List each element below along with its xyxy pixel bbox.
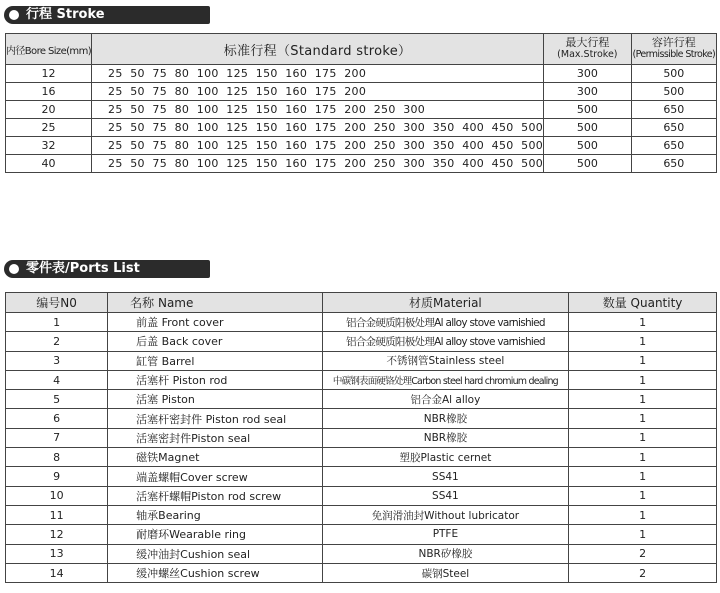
parts-row	[6, 409, 717, 428]
standard-strokes-cell: 25 50 75 80 100 125 150 160 175 200 250 300 350 400 450 500	[92, 137, 544, 155]
material-cell: 碳钢Steel	[322, 563, 568, 582]
part-name-cell: 活塞密封件Piston seal	[108, 428, 323, 447]
material-cell: 免润滑油封Without lubricator	[322, 505, 568, 524]
material-cell: 塑胶Plastic cernet	[322, 448, 568, 467]
part-number-header: 编号N0	[6, 293, 108, 313]
part-number-cell: 5	[6, 390, 108, 409]
max-stroke-cell: 300	[544, 83, 632, 101]
parts-row	[6, 467, 717, 486]
stroke-row	[6, 155, 717, 173]
parts-row	[6, 332, 717, 351]
part-number-cell: 13	[6, 544, 108, 563]
stroke-row	[6, 65, 717, 83]
part-name-header: 名称 Name	[108, 293, 323, 313]
quantity-cell: 1	[569, 390, 717, 409]
standard-strokes-cell: 25 50 75 80 100 125 150 160 175 200	[92, 83, 544, 101]
part-name-cell: 前盖 Front cover	[108, 313, 323, 332]
part-number-cell: 7	[6, 428, 108, 447]
parts-section-header	[4, 260, 210, 278]
max-stroke-header-en: (Max.Stroke)	[557, 49, 618, 60]
standard-strokes-cell: 25 50 75 80 100 125 150 160 175 200 250 300	[92, 101, 544, 119]
parts-row	[6, 544, 717, 563]
stroke-header-row	[6, 34, 717, 65]
parts-row	[6, 428, 717, 447]
stroke-table	[5, 33, 717, 173]
standard-strokes-cell: 25 50 75 80 100 125 150 160 175 200 250 300 350 400 450 500	[92, 119, 544, 137]
max-stroke-cell: 500	[544, 101, 632, 119]
part-name-cell: 缓冲油封Cushion seal	[108, 544, 323, 563]
quantity-cell: 1	[569, 505, 717, 524]
material-cell: 不锈钢管Stainless steel	[322, 351, 568, 370]
quantity-cell: 1	[569, 486, 717, 505]
part-number-cell: 6	[6, 409, 108, 428]
parts-header-row	[6, 293, 717, 313]
bore-cell: 25	[6, 119, 92, 137]
permissible-stroke-header-en: (Permissible Stroke)	[632, 49, 716, 60]
parts-row	[6, 351, 717, 370]
quantity-header: 数量 Quantity	[569, 293, 717, 313]
stroke-row	[6, 83, 717, 101]
parts-row	[6, 525, 717, 544]
permissible-stroke-cell: 650	[631, 137, 716, 155]
part-name-cell: 活塞 Piston	[108, 390, 323, 409]
bullet-icon	[9, 264, 19, 274]
material-cell: 铝合金硬质阳极处理Al alloy stove varnishied	[322, 332, 568, 351]
max-stroke-cell: 500	[544, 137, 632, 155]
quantity-cell: 2	[569, 563, 717, 582]
parts-row	[6, 563, 717, 582]
material-header: 材质Material	[322, 293, 568, 313]
permissible-stroke-cell: 650	[631, 119, 716, 137]
parts-row	[6, 313, 717, 332]
stroke-row	[6, 101, 717, 119]
part-number-cell: 12	[6, 525, 108, 544]
part-name-cell: 活塞杆密封件 Piston rod seal	[108, 409, 323, 428]
material-cell: SS41	[322, 467, 568, 486]
permissible-stroke-cell: 650	[631, 101, 716, 119]
quantity-cell: 1	[569, 525, 717, 544]
quantity-cell: 1	[569, 332, 717, 351]
part-name-cell: 耐磨环Wearable ring	[108, 525, 323, 544]
part-number-cell: 10	[6, 486, 108, 505]
parts-row	[6, 486, 717, 505]
parts-table	[5, 292, 717, 583]
standard-strokes-cell: 25 50 75 80 100 125 150 160 175 200	[92, 65, 544, 83]
bore-cell: 12	[6, 65, 92, 83]
material-cell: 中碳钢表面硬铬处理Carbon steel hard chromium dealing	[322, 370, 568, 389]
part-name-cell: 活塞杆 Piston rod	[108, 370, 323, 389]
quantity-cell: 1	[569, 351, 717, 370]
max-stroke-header	[544, 34, 632, 65]
material-cell: NBR矽橡胶	[322, 544, 568, 563]
permissible-stroke-cell: 500	[631, 65, 716, 83]
parts-row	[6, 370, 717, 389]
bore-cell: 40	[6, 155, 92, 173]
stroke-row	[6, 119, 717, 137]
bore-size-header: 内径Bore Size(mm)	[6, 34, 92, 65]
bore-cell: 20	[6, 101, 92, 119]
part-name-cell: 端盖螺帽Cover screw	[108, 467, 323, 486]
part-name-cell: 缓冲螺丝Cushion screw	[108, 563, 323, 582]
max-stroke-cell: 500	[544, 119, 632, 137]
max-stroke-cell: 300	[544, 65, 632, 83]
material-cell: 铝合金Al alloy	[322, 390, 568, 409]
quantity-cell: 2	[569, 544, 717, 563]
permissible-stroke-header	[631, 34, 716, 65]
material-cell: PTFE	[322, 525, 568, 544]
parts-row	[6, 448, 717, 467]
stroke-row	[6, 137, 717, 155]
part-number-cell: 9	[6, 467, 108, 486]
bore-cell: 32	[6, 137, 92, 155]
quantity-cell: 1	[569, 467, 717, 486]
permissible-stroke-header-cn: 容许行程	[651, 36, 696, 49]
material-cell: NBR橡胶	[322, 428, 568, 447]
stroke-section-header	[4, 6, 210, 24]
part-name-cell: 缸管 Barrel	[108, 351, 323, 370]
part-number-cell: 8	[6, 448, 108, 467]
permissible-stroke-cell: 650	[631, 155, 716, 173]
quantity-cell: 1	[569, 448, 717, 467]
part-name-cell: 轴承Bearing	[108, 505, 323, 524]
material-cell: 铝合金硬质阳极处理Al alloy stove varnishied	[322, 313, 568, 332]
stroke-section-title: 行程 Stroke	[26, 7, 105, 22]
part-number-cell: 3	[6, 351, 108, 370]
parts-row	[6, 390, 717, 409]
bullet-icon	[9, 10, 19, 20]
max-stroke-cell: 500	[544, 155, 632, 173]
part-name-cell: 活塞杆螺帽Piston rod screw	[108, 486, 323, 505]
standard-strokes-cell: 25 50 75 80 100 125 150 160 175 200 250 300 350 400 450 500	[92, 155, 544, 173]
quantity-cell: 1	[569, 313, 717, 332]
part-number-cell: 2	[6, 332, 108, 351]
material-cell: NBR橡胶	[322, 409, 568, 428]
part-number-cell: 4	[6, 370, 108, 389]
part-name-cell: 后盖 Back cover	[108, 332, 323, 351]
parts-row	[6, 505, 717, 524]
part-number-cell: 14	[6, 563, 108, 582]
quantity-cell: 1	[569, 409, 717, 428]
part-number-cell: 1	[6, 313, 108, 332]
permissible-stroke-cell: 500	[631, 83, 716, 101]
standard-stroke-header: 标准行程（Standard stroke）	[92, 34, 544, 65]
part-number-cell: 11	[6, 505, 108, 524]
quantity-cell: 1	[569, 370, 717, 389]
bore-cell: 16	[6, 83, 92, 101]
parts-section-title: 零件表/Ports List	[26, 261, 140, 276]
quantity-cell: 1	[569, 428, 717, 447]
part-name-cell: 磁铁Magnet	[108, 448, 323, 467]
max-stroke-header-cn: 最大行程	[565, 36, 610, 49]
material-cell: SS41	[322, 486, 568, 505]
